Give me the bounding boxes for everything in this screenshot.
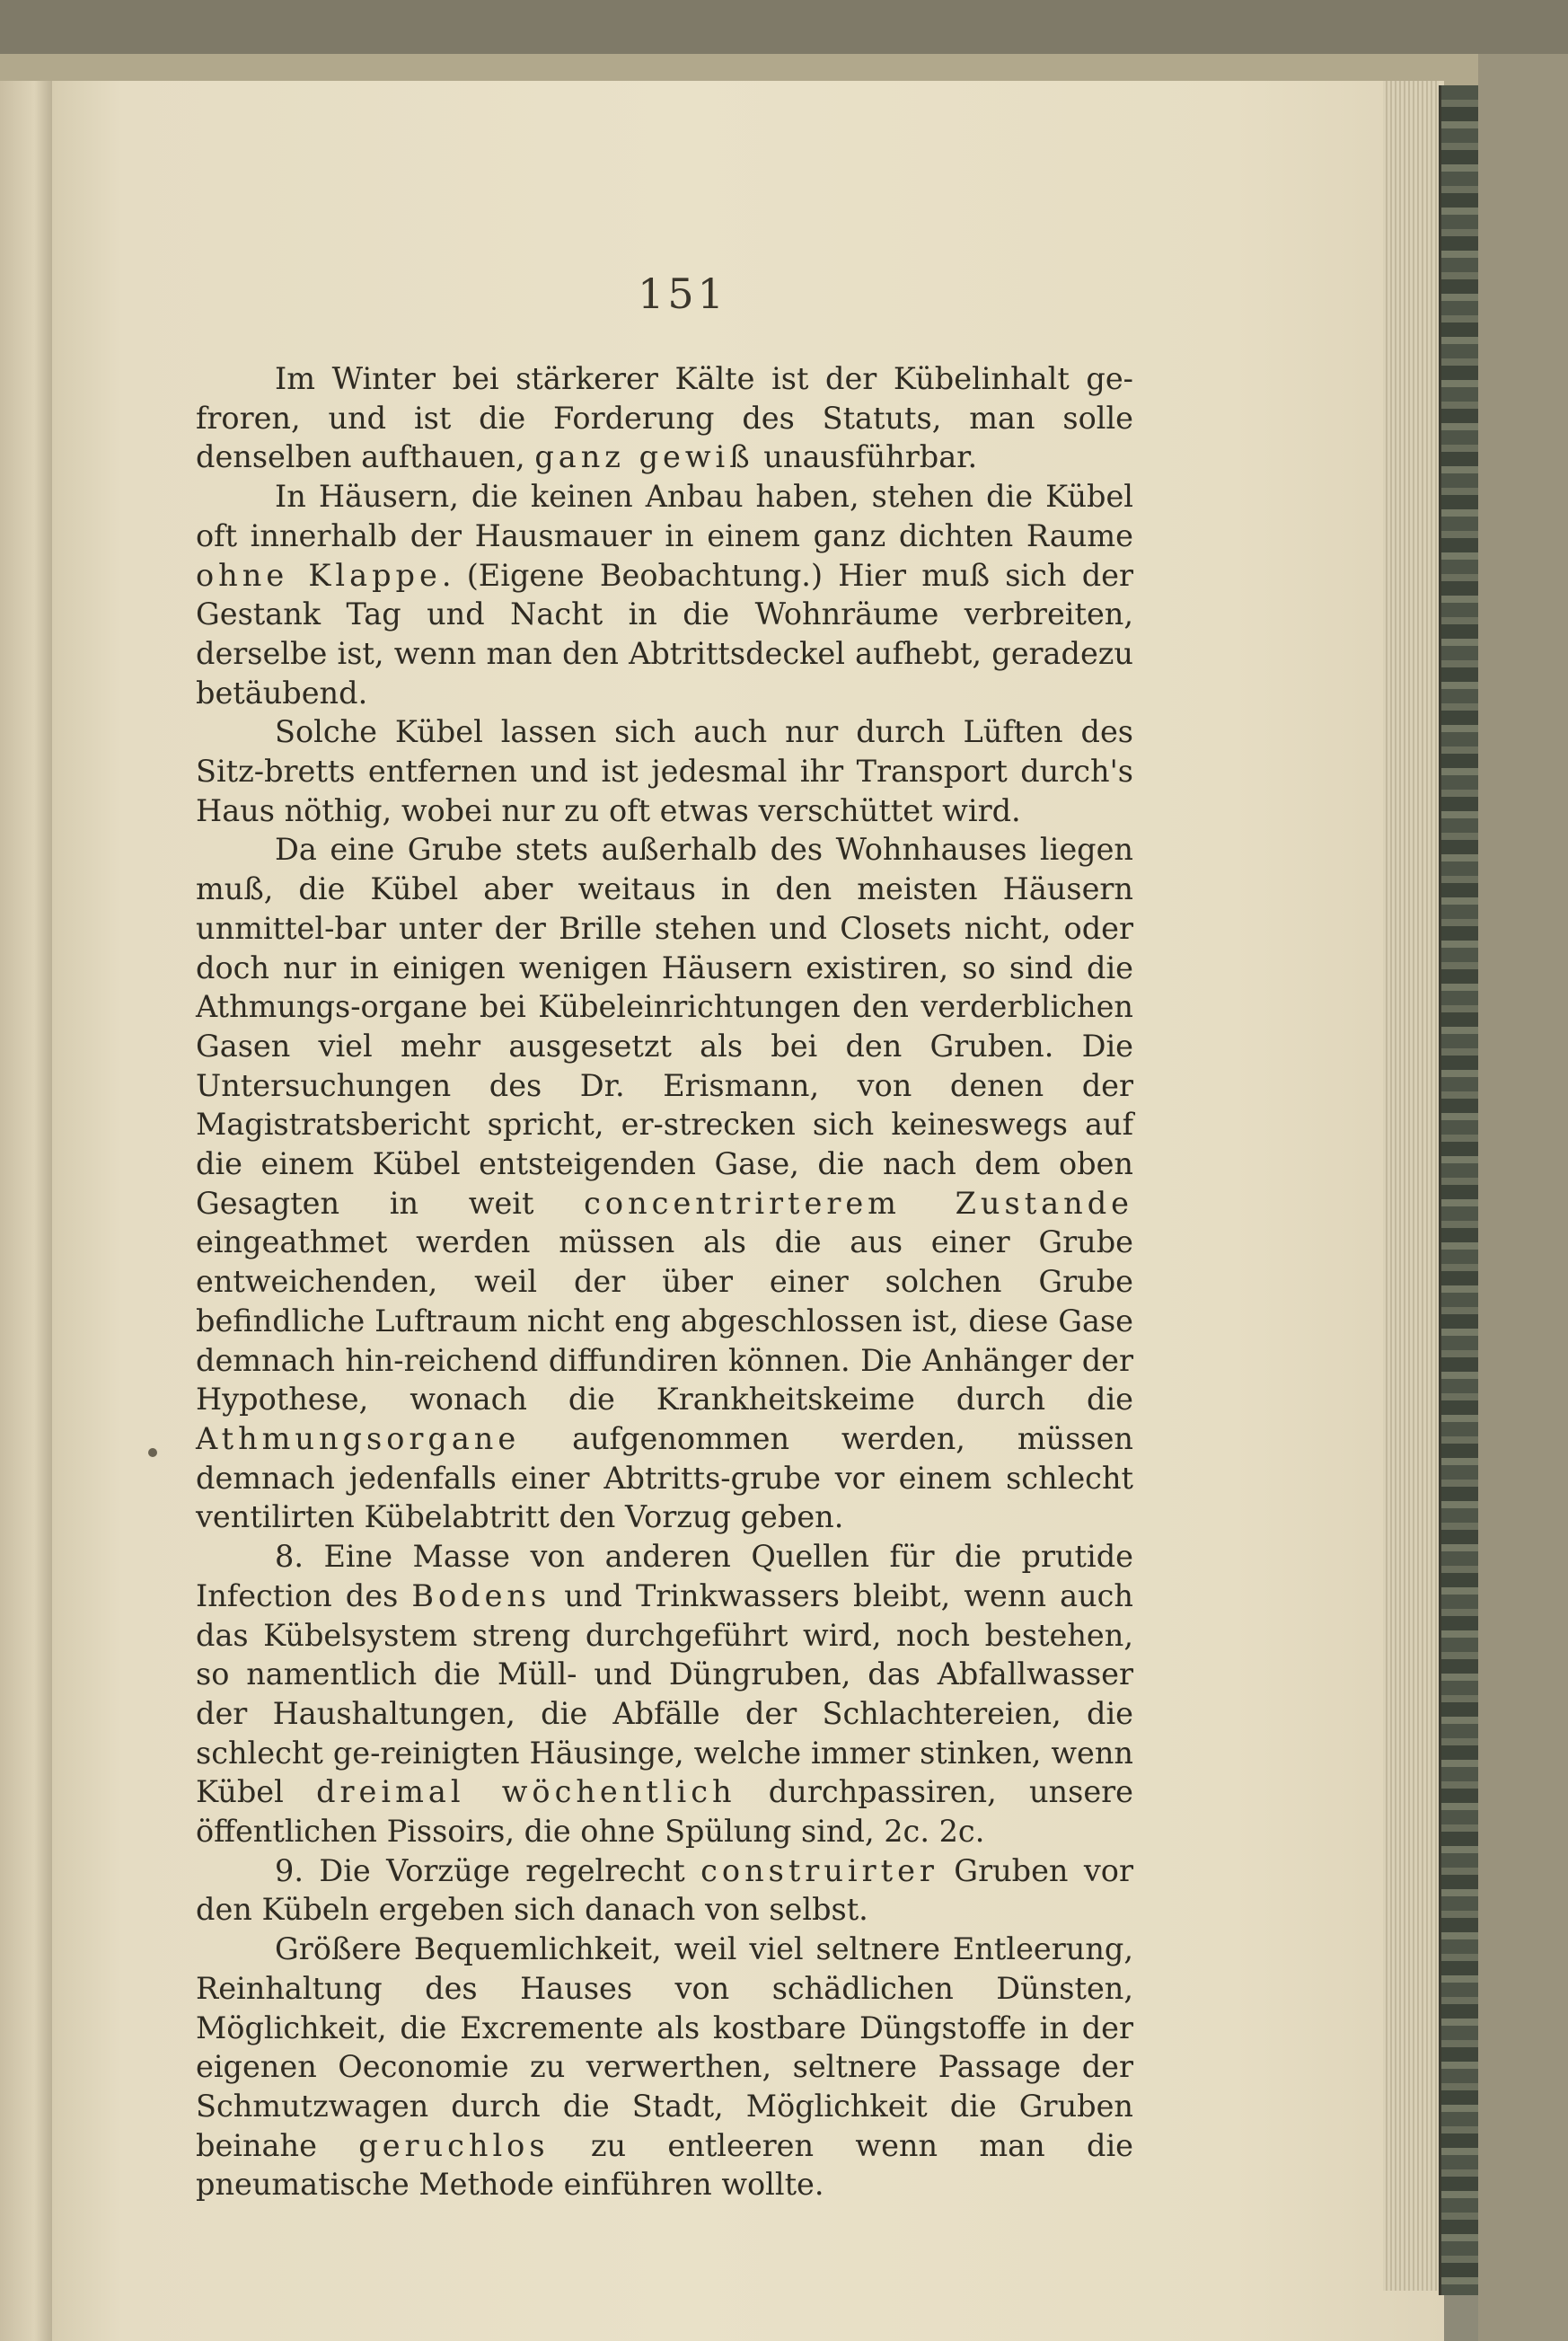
text-run: Da eine Grube stets außerhalb des Wohnhauses liegen muß, die Kübel aber weitaus in den meisten Häusern unmittel-bar unter der Brille stehen und Closets nicht, oder doch nur in einigen wenigen Häusern existiren, so sind die Athmungs-organe bei Kübeleinrichtungen den verderblichen Gasen viel mehr ausgesetzt als bei den Gruben. Die Untersuchungen des Dr. Erismann, von denen der Magistratsbericht spricht, er-strecken sich keineswegs auf die einem Kübel entsteigenden Gase, die nach dem oben Gesagten in weit: [196, 832, 1133, 1221]
page-body-text: [196, 359, 1133, 2204]
cover-board-right: [1478, 54, 1568, 2341]
text-run: durchpassiren, unsere öffentlichen Pissoirs, die ohne Spülung sind, 2c. 2c.: [196, 1774, 1133, 1850]
spaced-emphasis: Athmungsorgane: [196, 1420, 521, 1456]
paragraph-1: [196, 359, 1133, 477]
ink-spot: [148, 1448, 157, 1457]
paragraph-7: [196, 1930, 1133, 2204]
text-run: zu entleeren wenn man die pneumatische Methode einführen wollte.: [196, 2127, 1133, 2203]
spaced-emphasis: ohne Klappe: [196, 557, 442, 593]
spaced-emphasis: concentrirterem Zustande: [584, 1185, 1133, 1221]
paragraph-4: [196, 830, 1133, 1537]
text-run: 9. Die Vorzüge regelrecht: [275, 1852, 701, 1888]
text-run: Gruben vor den Kübeln ergeben sich danach von selbst.: [196, 1852, 1133, 1928]
text-run: Größere Bequemlichkeit, weil viel seltnere Entleerung, Reinhaltung des Hauses von schädlichen Dünsten, Möglichkeit, die Excremente als kostbare Düngstoffe in der eigenen Oeconomie zu verwerthen, seltnere Passage der Schmutzwagen durch die Stadt, Möglichkeit die Gruben beinahe: [196, 1931, 1133, 2163]
paragraph-6: [196, 1851, 1133, 1930]
scan-backdrop: [0, 0, 1568, 54]
text-run: Im Winter bei stärkerer Kälte ist der Kübelinhalt ge-froren, und ist die Forderung des Statuts, man solle denselben aufthauen,: [196, 361, 1133, 475]
paragraph-5: [196, 1537, 1133, 1851]
book-spine-binding: [1439, 85, 1481, 2295]
text-run: und Trinkwassers bleibt, wenn auch das Kübelsystem streng durchgeführt wird, noch bestehen, so namentlich die Müll- und Düngruben, das Abfallwasser der Haushaltungen, die Abfälle der Schlachtereien, die schlecht ge-reinigten Häusinge, welche immer stinken, wenn Kübel: [196, 1577, 1134, 1810]
spaced-emphasis: ganz gewiß: [534, 439, 754, 475]
page-number: 151: [638, 269, 727, 318]
text-run: aufgenommen werden, müssen demnach jedenfalls einer Abtritts-grube vor einem schlecht ventilirten Kübelabtritt den Vorzug geben.: [196, 1420, 1133, 1535]
spaced-emphasis: dreimal wöchentlich: [316, 1774, 736, 1810]
text-run: 8. Eine Masse von anderen Quellen für die prutide Infection des: [196, 1539, 1133, 1613]
spaced-emphasis: geruchlos: [358, 2127, 550, 2163]
text-run: In Häusern, die keinen Anbau haben, stehen die Kübel oft innerhalb der Hausmauer in einem ganz dichten Raume: [196, 479, 1133, 553]
spaced-emphasis: Bodens: [411, 1577, 551, 1613]
text-run: . (Eigene Beobachtung.) Hier muß sich der Gestank Tag und Nacht in die Wohnräume verbreiten, derselbe ist, wenn man den Abtrittsdeckel aufhebt, geradezu betäubend.: [196, 557, 1133, 711]
page-block-edge: [1383, 81, 1439, 2291]
text-run: eingeathmet werden müssen als die aus einer Grube entweichenden, weil der über einer solchen Grube befindliche Luftraum nicht eng abgeschlossen ist, diese Gase demnach hin-reichend diffundiren können. Die Anhänger der Hypothese, wonach die Krankheitskeime durch die: [196, 1224, 1133, 1418]
spaced-emphasis: construirter: [700, 1852, 938, 1888]
text-run: unausführbar.: [753, 439, 978, 475]
paragraph-3: Solche Kübel lassen sich auch nur durch Lüften des Sitz-bretts entfernen und ist jedesmal ihr Transport durch's Haus nöthig, wobei nur zu oft etwas verschüttet wird.: [196, 714, 1133, 828]
paragraph-2: [196, 477, 1133, 712]
